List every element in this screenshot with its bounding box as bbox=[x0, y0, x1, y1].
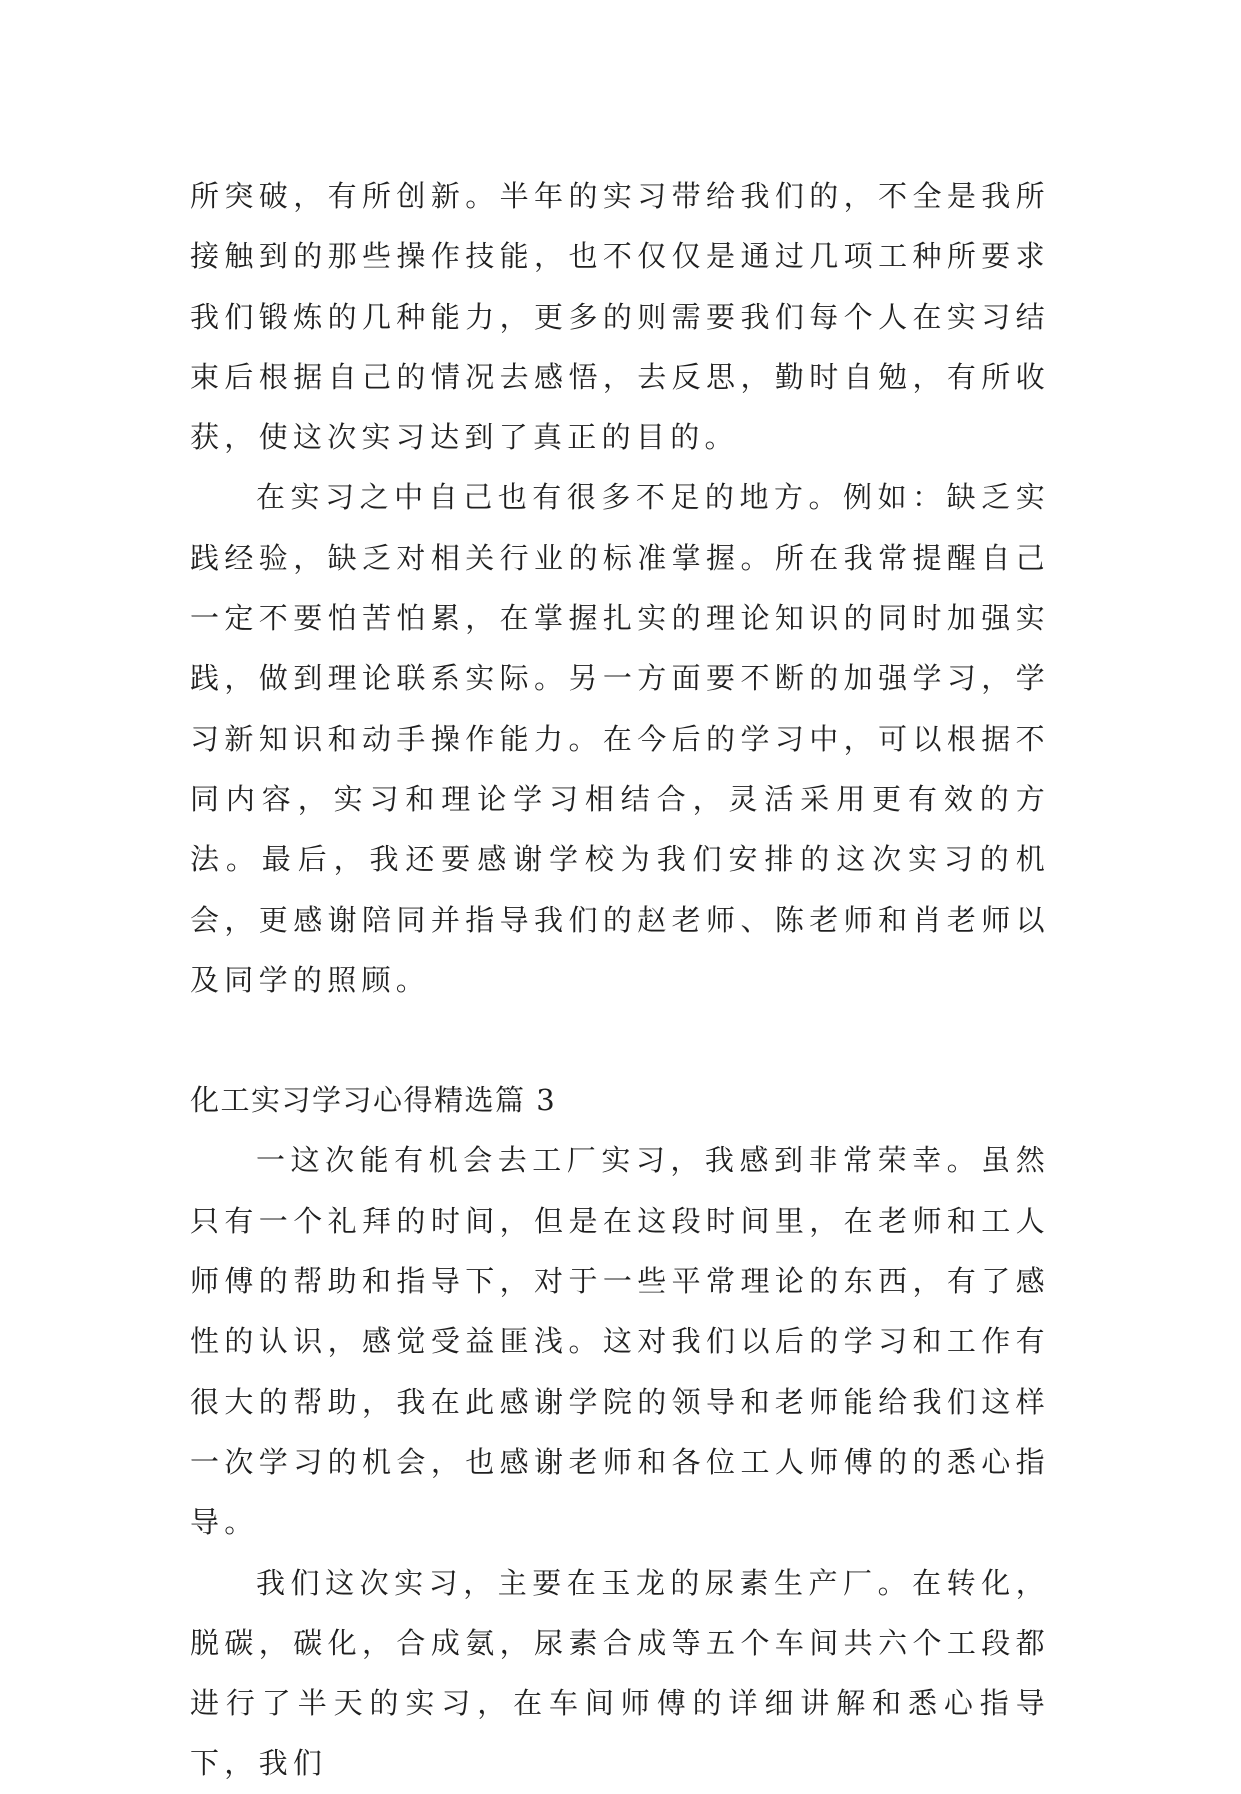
section-heading: 化工实习学习心得精选篇 3 bbox=[190, 1083, 557, 1118]
paragraph-4: 我们这次实习，主要在玉龙的尿素生产厂。在转化，脱碳，碳化，合成氨，尿素合成等五个车间共六个工段都进行了半天的实习，在车间师傅的详细讲解和悉心指导下，我们 bbox=[190, 1565, 1050, 1781]
paragraph-2: 在实习之中自己也有很多不足的地方。例如：缺乏实践经验，缺乏对相关行业的标准掌握。所在我常提醒自己一定不要怕苦怕累，在掌握扎实的理论知识的同时加强实践，做到理论联系实际。另一方面要不断的加强学习，学习新知识和动手操作能力。在今后的学习中，可以根据不同内容，实习和理论学习相结合，灵活采用更有效的方法。最后，我还要感谢学校为我们安排的这次实习的机会，更感谢陪同并指导我们的赵老师、陈老师和肖老师以及同学的照顾。 bbox=[190, 480, 1050, 997]
section-spacer bbox=[190, 1010, 1050, 1070]
paragraph-1: 所突破，有所创新。半年的实习带给我们的，不全是我所接触到的那些操作技能，也不仅仅是通过几项工种所要求我们锻炼的几种能力，更多的则需要我们每个人在实习结束后根据自己的情况去感悟，去反思，勤时自勉，有所收获，使这次实习达到了真正的目的。 bbox=[190, 179, 1050, 455]
document-body bbox=[190, 166, 1050, 1794]
paragraph-3: 一这次能有机会去工厂实习，我感到非常荣幸。虽然只有一个礼拜的时间，但是在这段时间里，在老师和工人师傅的帮助和指导下，对于一些平常理论的东西，有了感性的认识，感觉受益匪浅。这对我们以后的学习和工作有很大的帮助，我在此感谢学院的领导和老师能给我们这样一次学习的机会，也感谢老师和各位工人师傅的的悉心指导。 bbox=[190, 1143, 1050, 1540]
